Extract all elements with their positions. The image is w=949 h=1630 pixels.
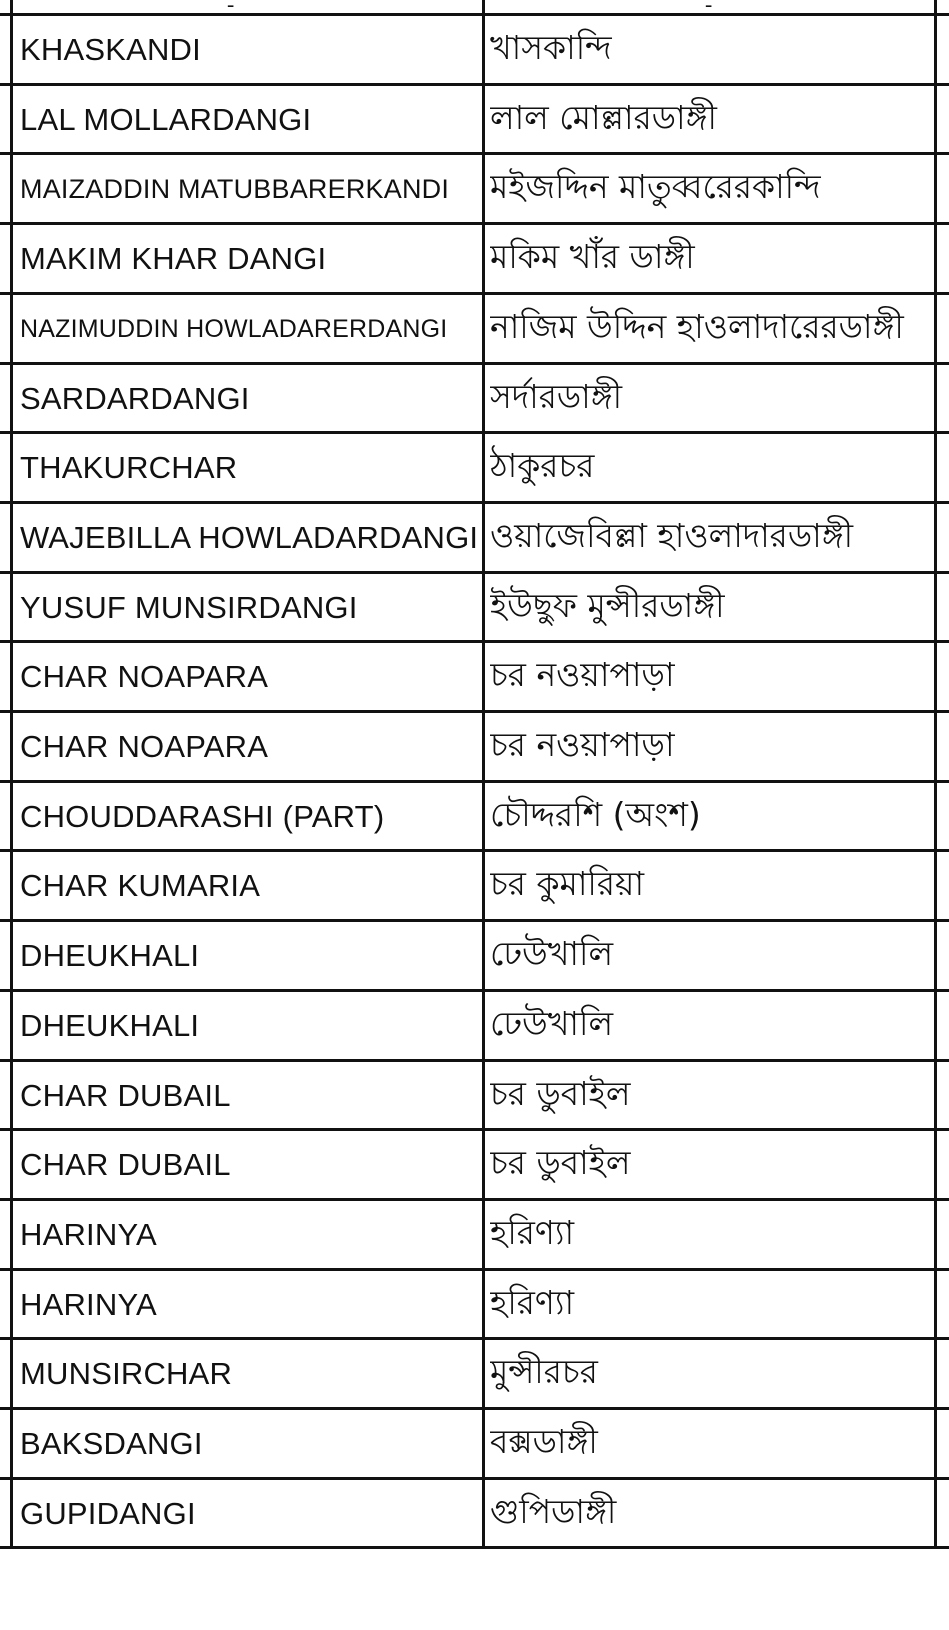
bengali-name-cell: চর ডুবাইল [490, 1074, 631, 1113]
bengali-name-cell: মুন্সীরচর [490, 1352, 598, 1391]
english-name-cell: CHOUDDARASHI (PART) [20, 799, 385, 834]
english-name-cell: NAZIMUDDIN HOWLADARERDANGI [20, 314, 448, 343]
english-name-cell: BAKSDANGI [20, 1426, 203, 1461]
bengali-name-cell: মইজদ্দিন মাতুব্বরেরকান্দি [490, 167, 821, 206]
bengali-name-cell: হরিণ্যা [490, 1213, 575, 1252]
bengali-name-cell: ঠাকুরচর [490, 446, 595, 485]
cut-off-header-stub-right: ـ [706, 0, 712, 11]
table-left-border [10, 0, 13, 1548]
english-name-cell: KHASKANDI [20, 32, 201, 67]
bengali-name-cell: ওয়াজেবিল্লা হাওলাদারডাঙ্গী [490, 516, 854, 555]
bengali-name-cell: বক্সডাঙ্গী [490, 1422, 598, 1461]
english-name-cell: CHAR DUBAIL [20, 1147, 231, 1182]
bengali-name-cell: হরিণ্যা [490, 1283, 575, 1322]
english-name-cell: LAL MOLLARDANGI [20, 102, 312, 137]
bengali-name-cell: নাজিম উদ্দিন হাওলাদারেরডাঙ্গী [490, 307, 904, 346]
table-column-divider [482, 0, 485, 1548]
english-name-cell: WAJEBILLA HOWLADARDANGI [20, 520, 479, 555]
bengali-name-cell: সর্দারডাঙ্গী [490, 377, 623, 416]
english-name-cell: HARINYA [20, 1217, 157, 1252]
bengali-name-cell: ইউছুফ মুন্সীরডাঙ্গী [490, 586, 725, 625]
bengali-name-cell: চর ডুবাইল [490, 1143, 631, 1182]
english-name-cell: HARINYA [20, 1287, 157, 1322]
english-name-cell: CHAR NOAPARA [20, 729, 269, 764]
english-name-cell: THAKURCHAR [20, 450, 238, 485]
bengali-name-cell: মকিম খাঁর ডাঙ্গী [490, 237, 695, 276]
bengali-name-cell: ঢেউখালি [490, 1004, 614, 1043]
bengali-name-cell: গুপিডাঙ্গী [490, 1492, 617, 1531]
english-name-cell: YUSUF MUNSIRDANGI [20, 590, 358, 625]
english-name-cell: GUPIDANGI [20, 1496, 196, 1531]
bengali-name-cell: চৌদ্দরশি (অংশ) [490, 795, 701, 834]
english-name-cell: DHEUKHALI [20, 938, 200, 973]
english-name-cell: DHEUKHALI [20, 1008, 200, 1043]
english-name-cell: CHAR NOAPARA [20, 659, 269, 694]
english-name-cell: CHAR DUBAIL [20, 1078, 231, 1113]
english-name-cell: MAKIM KHAR DANGI [20, 241, 327, 276]
bengali-name-cell: লাল মোল্লারডাঙ্গী [490, 98, 717, 137]
cut-off-header-stub-left: ـ [228, 0, 234, 11]
bengali-name-cell: ঢেউখালি [490, 934, 614, 973]
bengali-name-cell: চর নওয়াপাড়া [490, 655, 675, 694]
english-name-cell: CHAR KUMARIA [20, 868, 261, 903]
bengali-name-cell: চর নওয়াপাড়া [490, 725, 675, 764]
english-name-cell: MUNSIRCHAR [20, 1356, 233, 1391]
english-name-cell: SARDARDANGI [20, 381, 250, 416]
english-name-cell: MAIZADDIN MATUBBARERKANDI [20, 173, 450, 204]
bengali-name-cell: খাসকান্দি [490, 28, 612, 67]
bengali-name-cell: চর কুমারিয়া [490, 864, 645, 903]
